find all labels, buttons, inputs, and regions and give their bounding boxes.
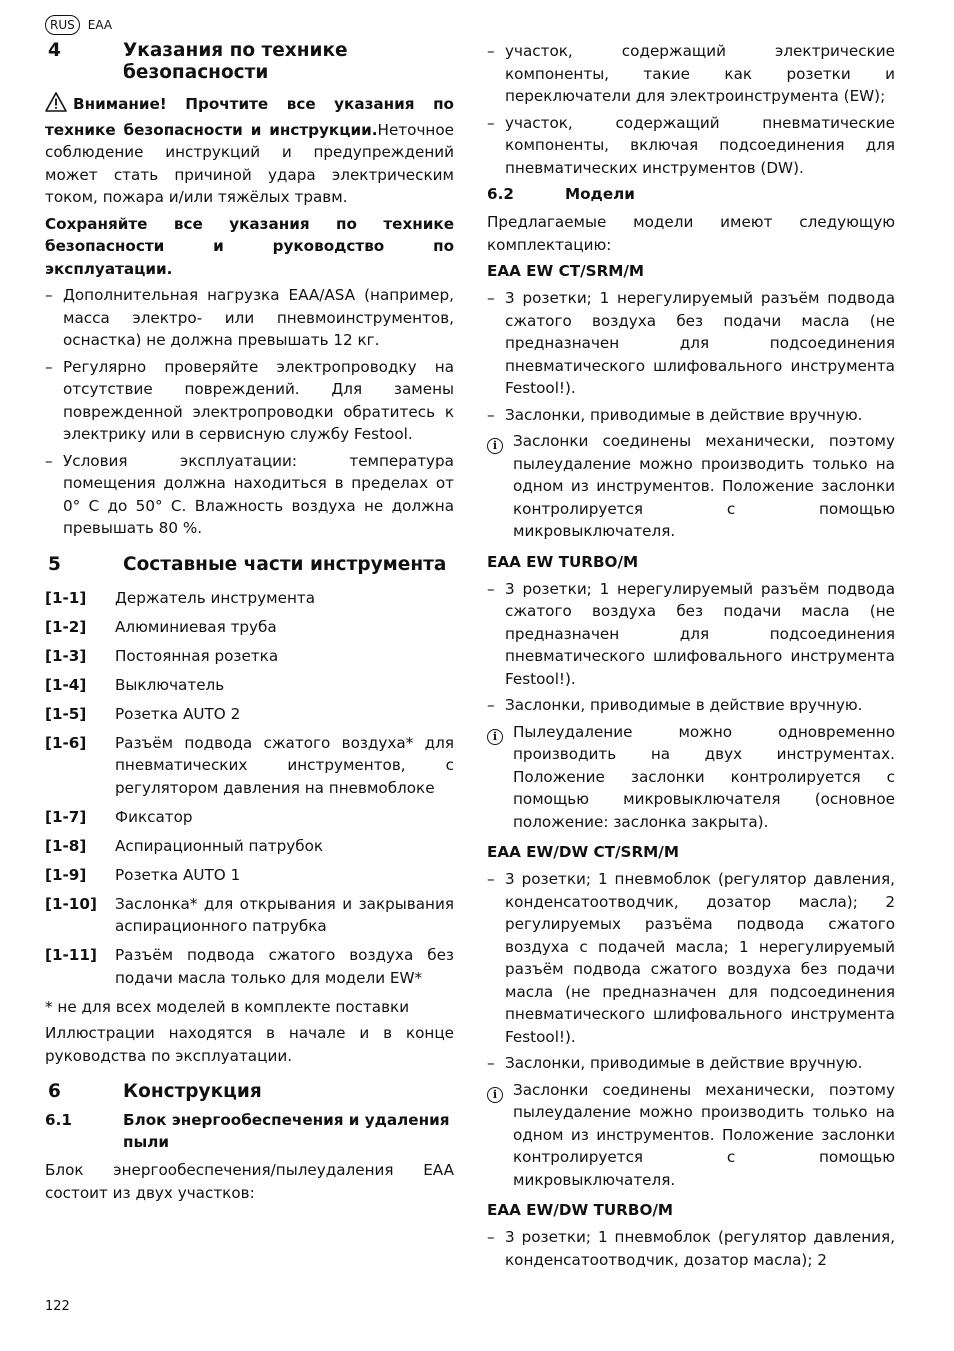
left-column	[45, 40, 454, 1208]
list-item-text: Условия эксплуатации: температура помещения должна находиться в пределах от 0° С до 50° С. Влажность воздуха не должна превышать 80 %.	[63, 451, 454, 537]
part-text: Разъём подвода сжатого воздуха без подачи масла только для модели EW*	[115, 946, 454, 987]
safety-item	[45, 450, 454, 540]
section-4-heading: 4 Указания по технике безопасности	[48, 40, 348, 83]
section-6-1-heading: 6.1 Блок энергообеспечения и удаления пыли	[45, 1111, 450, 1151]
list-item-text: Заслонки, приводимые в действие вручную.	[505, 1054, 863, 1072]
model-name: EAA EW/DW CT/SRM/M	[487, 843, 679, 861]
list-item-text: Заслонки, приводимые в действие вручную.	[505, 405, 863, 424]
part-text: Алюминиевая труба	[115, 617, 277, 636]
right-column	[487, 40, 895, 1275]
part-text: Розетка AUTO 1	[115, 865, 241, 884]
dash-marker: –	[487, 1228, 495, 1246]
model-name: EAA EW/DW TURBO/M	[487, 1201, 674, 1219]
part-id: [1-10]	[45, 894, 97, 913]
dash-marker: –	[45, 357, 53, 376]
part-id: [1-8]	[45, 836, 87, 855]
list-item-text: 3 розетки; 1 нерегулируемый разъём подвода сжатого воздуха без подачи масла (не предназначен для подсоединения пневматического шлифовального инструмента Festool!).	[505, 579, 895, 688]
part-row	[45, 864, 454, 887]
section-6-2-text: Предлагаемые модели имеют следующую комплектацию:	[487, 213, 895, 254]
part-row	[45, 835, 454, 858]
part-row	[45, 645, 454, 668]
dash-marker: –	[487, 42, 495, 60]
keep-instructions: Сохраняйте все указания по технике безопасности и руководство по эксплуатации.	[45, 214, 454, 278]
info-icon: i	[487, 729, 503, 745]
list-item-text: участок, содержащий электрические компоненты, такие как розетки и переключатели для электроинструмента (EW);	[505, 42, 895, 105]
part-row	[45, 674, 454, 697]
list-item-text: 3 розетки; 1 нерегулируемый разъём подвода сжатого воздуха без подачи масла (не предназначен для подсоединения пневматического шлифовального инструмента Festool!).	[505, 289, 895, 397]
model-item	[487, 1052, 895, 1075]
list-item-text: 3 розетки; 1 пневмоблок (регулятор давления, конденсатоотводчик, дозатор масла); 2 регулируемых разъёма подвода сжатого воздуха с подачей масла; 1 нерегулируемый разъём подвода сжатого воздуха без подачи масла (не предназначен для подсоединения пневматического шлифовального инструмента Festool!).	[505, 870, 895, 1046]
list-item-text: Регулярно проверяйте электропроводку на отсутствие повреждений. Для замены поврежденной электропроводки обратитесь к электрику или в сервисную службу Festool.	[63, 357, 454, 443]
dash-marker: –	[45, 286, 53, 304]
dash-marker: –	[487, 113, 495, 132]
part-id: [1-9]	[45, 865, 87, 884]
dash-marker: –	[487, 579, 495, 598]
info-note	[487, 430, 895, 543]
warning-text: Неточное соблюдение инструкций и предупреждений может стать причиной удара электрическим током, пожара и/или тяжёлых травм.	[45, 120, 454, 206]
illustrations-note: Иллюстрации находятся в начале и в конце руководства по эксплуатации.	[45, 1024, 454, 1065]
model-item	[487, 1226, 895, 1271]
warning-paragraph	[45, 92, 454, 209]
model-item	[487, 578, 895, 691]
part-row	[45, 944, 454, 989]
model-item	[487, 287, 895, 400]
info-note	[487, 721, 895, 834]
safety-list	[45, 284, 454, 540]
part-row	[45, 587, 454, 610]
warning-icon	[45, 92, 67, 119]
page-header	[45, 14, 112, 36]
model-name: EAA EW CT/SRM/M	[487, 262, 645, 280]
info-icon: i	[487, 438, 503, 454]
part-row	[45, 806, 454, 829]
info-note-text: Заслонки соединены механически, поэтому пылеудаление можно производить только на одном из инструментов. Положение заслонки контролируется с помощью микровыключателя.	[513, 432, 895, 540]
info-note-text: Заслонки соединены механически, поэтому пылеудаление можно производить только на одном из инструментов. Положение заслонки контролируется с помощью микровыключателя.	[513, 1080, 895, 1189]
part-text: Выключатель	[115, 675, 225, 694]
page-number: 122	[45, 1299, 70, 1314]
part-id: [1-3]	[45, 646, 87, 665]
part-row	[45, 703, 454, 726]
model-name: EAA EW TURBO/M	[487, 552, 639, 571]
parts-list	[45, 587, 454, 990]
dash-marker: –	[45, 451, 53, 470]
part-id: [1-5]	[45, 704, 87, 723]
part-row	[45, 893, 454, 938]
area-item	[487, 112, 895, 180]
area-item	[487, 40, 895, 108]
part-text: Заслонка* для открывания и закрывания аспирационного патрубка	[115, 894, 454, 935]
section-6-2-heading: 6.2 Модели	[487, 185, 635, 203]
dash-marker: –	[487, 1054, 495, 1072]
part-id: [1-11]	[45, 946, 97, 964]
part-text: Постоянная розетка	[115, 646, 279, 665]
safety-item	[45, 284, 454, 352]
part-text: Розетка AUTO 2	[115, 704, 241, 723]
part-text: Фиксатор	[115, 807, 193, 826]
section-5-heading: 5 Составные части инструмента	[48, 553, 447, 575]
info-note-text: Пылеудаление можно одновременно производить на двух инструментах. Положение заслонки контролируется с помощью микровыключателя (основное положение: заслонка закрыта).	[513, 722, 895, 831]
part-id: [1-1]	[45, 588, 87, 607]
warning-bold: Внимание! Прочтите все указания по технике безопасности и инструкции.	[45, 95, 454, 139]
part-text: Аспирационный патрубок	[115, 836, 324, 855]
info-icon: i	[487, 1087, 503, 1103]
language-badge: RUS	[45, 15, 80, 35]
part-id: [1-4]	[45, 675, 87, 694]
part-id: [1-6]	[45, 733, 87, 752]
dash-marker: –	[487, 870, 495, 888]
part-text: Разъём подвода сжатого воздуха* для пневматических инструментов, с регулятором давления на пневмоблоке	[115, 733, 454, 797]
safety-item	[45, 356, 454, 446]
list-item-text: 3 розетки; 1 пневмоблок (регулятор давления, конденсатоотводчик, дозатор масла); 2	[505, 1228, 895, 1269]
areas-list	[487, 40, 895, 179]
section-6-1-text: Блок энергообеспечения/пылеудаления EAA состоит из двух участков:	[45, 1161, 454, 1202]
info-note	[487, 1079, 895, 1192]
list-item-text: Заслонки, приводимые в действие вручную.	[505, 696, 863, 714]
list-item-text: Дополнительная нагрузка EAA/ASA (например, масса электро- или пневмоинструментов, оснастка) не должна превышать 12 кг.	[63, 286, 454, 349]
part-row	[45, 616, 454, 639]
model-item	[487, 868, 895, 1048]
part-text: Держатель инструмента	[115, 588, 316, 607]
model-item	[487, 694, 895, 717]
footnote: * не для всех моделей в комплекте поставки	[45, 997, 410, 1016]
list-item-text: участок, содержащий пневматические компоненты, включая подсоединения для пневматических инструментов (DW).	[505, 113, 895, 177]
part-id: [1-2]	[45, 617, 87, 636]
part-id: [1-7]	[45, 807, 87, 826]
model-item	[487, 404, 895, 427]
dash-marker: –	[487, 405, 495, 424]
dash-marker: –	[487, 289, 495, 307]
section-6-heading: 6 Конструкция	[48, 1081, 262, 1102]
dash-marker: –	[487, 696, 495, 714]
part-row	[45, 732, 454, 800]
models-list	[487, 260, 895, 1271]
product-name: EAA	[87, 18, 113, 32]
